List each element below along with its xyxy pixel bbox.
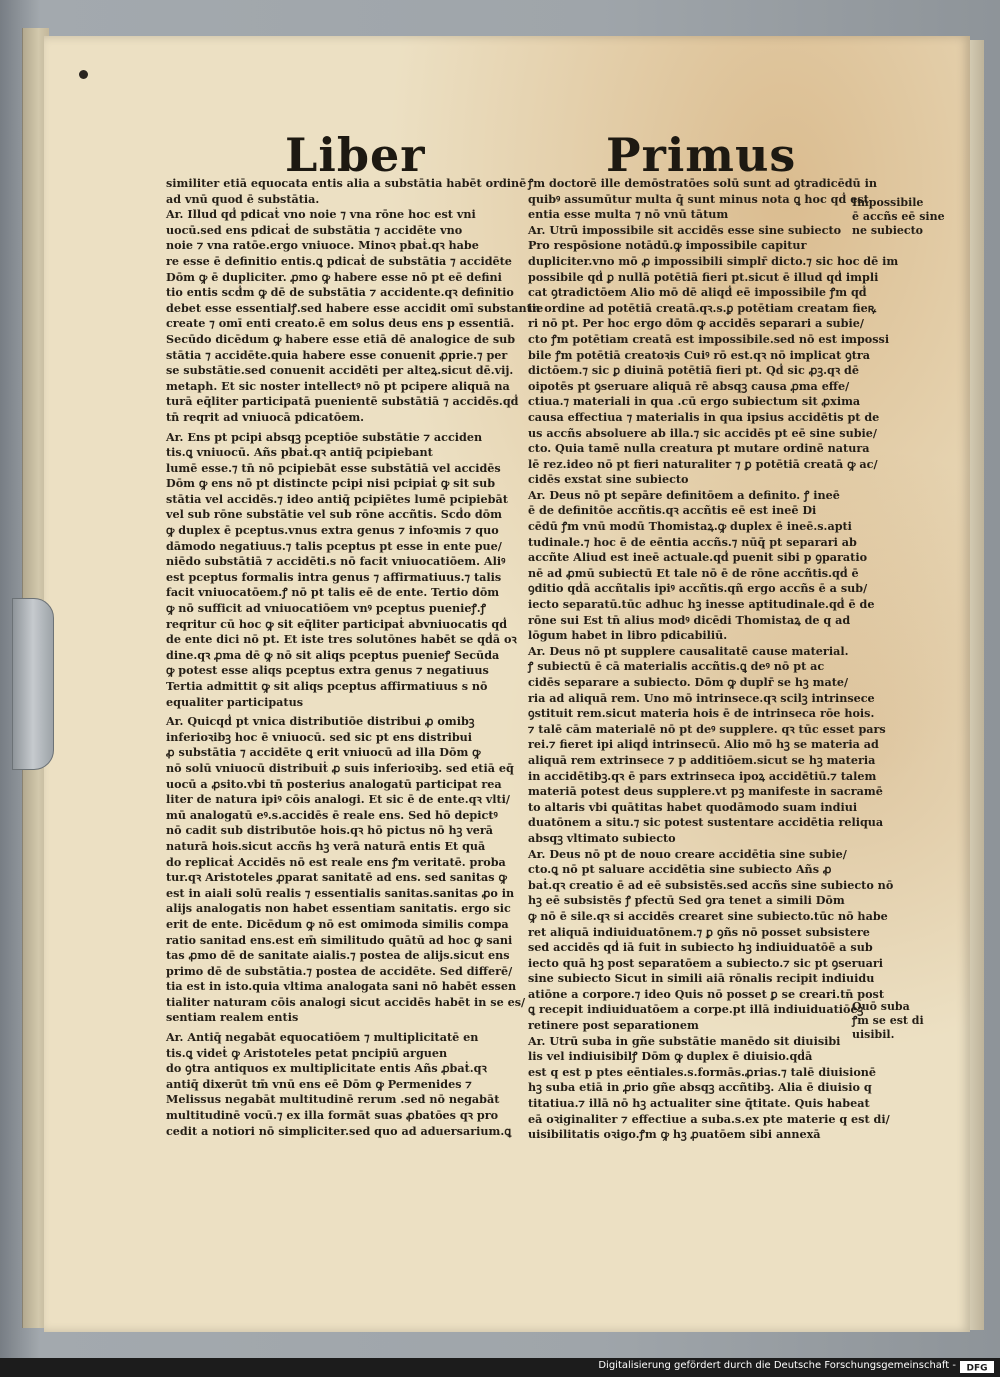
- text-line: titatiua.⁊ illā nō hꝫ actualiter sine q̄titate. Quis habeat: [528, 1096, 870, 1111]
- text-line: metaph. Et sic noster intellectꝰ nō pt pcipere aliquā na: [166, 378, 510, 393]
- text-line: possibile qḋ ꝑ nullā potētiā fieri pt.sicut ē illud qḋ impli: [528, 269, 879, 284]
- text-line: Ar. Quicqḋ pt vnica distributiōe distribui ꝓ omibꝫ: [166, 714, 475, 729]
- text-line: sed accidēs qḋ iā fuit in subiecto hꝫ indiuiduatōē a sub: [528, 940, 873, 955]
- text-line: cēdū ꝭm vnū modū Thomistaꝝ.ꝙ duplex ē ineē.s.apti: [528, 519, 852, 534]
- text-line: Dōm ꝙ ens nō pt distincte pcipi nisi pcipiaṫ ꝙ sit sub: [166, 476, 496, 491]
- running-head-right: Primus: [606, 128, 797, 182]
- text-line: rei.⁊ fieret ipi aliqḋ intrinsecū. Alio mō hꝫ se materia ad: [528, 737, 879, 752]
- gloss-line: Impossibile: [852, 196, 924, 209]
- text-line: dāmodo negatiuus.⁊ talis pceptus pt esse in ente pue/: [166, 538, 502, 553]
- text-line: lumē esse.⁊ tn̄ nō pcipiebāt esse substātiā vel accidēs: [166, 460, 501, 475]
- text-line: tis.ꝗ vniuocū. Añs pbaṫ.qꝛ antiq̄ pcipiebant: [166, 445, 433, 460]
- text-line: nē ad ꝓmū subiectū Et tale nō ē de rōne accñtis.qḋ ē: [528, 565, 859, 580]
- text-line: noie ⁊ vna ratōe.ergo vniuoce. Minoꝛ pbaṫ.qꝛ habe: [166, 238, 479, 253]
- text-line: se substātie.sed conuenit accidēti per alteꝝ.sicut dē.vij.: [166, 363, 514, 378]
- text-line: tio entis scḋm ꝙ dē de substātia ⁊ accidente.qꝛ definitio: [166, 285, 514, 300]
- text-line: quibꝰ assumūtur multa q̄ sunt minus nota ꝗ hoc qḋ est: [528, 191, 869, 206]
- text-line: multitudinē vocū.⁊ ex illa formāt suas ꝓbatōes qꝛ pro: [166, 1108, 499, 1123]
- text-line: ꝯstituit rem.sicut materia hois ē de intrinseca rōe hois.: [528, 706, 875, 721]
- text-line: lē rez.ideo nō pt fieri naturaliter ⁊ ꝑ potētiā creatā ꝙ ac/: [528, 456, 878, 471]
- text-line: tialiter naturam cōis analogi sicut accidēs habēt in se es/: [166, 994, 526, 1009]
- text-line: ad vnū quod ē substātia.: [166, 191, 320, 206]
- text-line: to altaris vbi quātitas habet quodāmodo suam indiui: [528, 799, 858, 814]
- text-line: ꝓ substātia ⁊ accidēte ꝗ erit vniuocū ad illa Dōm ꝙ: [166, 745, 481, 760]
- text-line: dine.qꝛ ꝓma dē ꝙ nō sit aliqs pceptus puenieꝭ Secūda: [166, 647, 500, 662]
- text-line: tia est in isto.quia vltima analogata sani nō habēt essen: [166, 979, 517, 994]
- text-line: liter de natura ipiꝰ cōis analogi. Et sic ē de ente.qꝛ vlti/: [166, 792, 510, 807]
- text-line: est in aiali solū realis ⁊ essentialis sanitas.sanitas ꝓo in: [166, 885, 515, 900]
- text-line: in ordine ad potētiā creatā.qꝛ.s.ꝑ potētiam creatam fieꝶ: [528, 300, 877, 315]
- gloss-line: Quō suba: [852, 1000, 910, 1013]
- text-line: iecto quā hꝫ post separatōem a subiecto.⁊ sic pt ꝯseruari: [528, 955, 884, 970]
- text-line: ratio sanitad ens.est em̄ similitudo quātū ad hoc ꝙ sani: [166, 932, 513, 947]
- text-line: Ar. Utrū suba in gñe substātie manēdo sit diuisibi: [528, 1033, 841, 1048]
- text-line: do replicaṫ Accidēs nō est reale ens ꝭm veritatē. proba: [166, 854, 506, 869]
- text-line: stātia ⁊ accidēte.quia habere esse conuenit ꝓprie.⁊ per: [166, 347, 508, 362]
- text-line: reqritur cū hoc ꝙ sit eq̄liter participaṫ abvniuocatis qḋ: [166, 616, 508, 631]
- dfg-logo-icon: [960, 1361, 994, 1373]
- text-line: naturā hois.sicut accñs hꝫ verā naturā entis Et quā: [166, 838, 486, 853]
- text-line: absqꝫ vltimato subiecto: [528, 830, 676, 845]
- text-line: us accñs absoluere ab illa.⁊ sic accidēs pt eē sine subie/: [528, 425, 878, 440]
- text-line: tur.qꝛ Aristoteles ꝓparat sanitatē ad ens. sed sanitas ꝙ: [166, 870, 507, 885]
- running-head-left: Liber: [285, 128, 426, 182]
- text-line: lis vel indiuisibilꝭ Dōm ꝙ duplex ē diuisio.qḋā: [528, 1049, 813, 1064]
- text-line: ctiua.⁊ materiali in qua .cū ergo subiectum sit ꝓxima: [528, 394, 861, 409]
- text-line: vel sub rōne substātie vel sub rōne accñtis. Scḋo dōm: [166, 507, 502, 522]
- text-line: Ar. Deus nō pt de nouo creare accidētia sine subie/: [528, 846, 847, 861]
- text-line: hꝫ suba etiā in ꝓrio gñe absqꝫ accñtibꝫ. Alia ē diuisio q: [528, 1080, 872, 1095]
- text-line: erit de ente. Dicēdum ꝙ nō est omimoda similis compa: [166, 916, 509, 931]
- text-line: Pro respōsione notādū.ꝙ impossibile capitur: [528, 238, 807, 253]
- text-line: re esse ē definitio entis.ꝗ pdicaṫ de substātia ⁊ accidēte: [166, 253, 512, 268]
- text-line: est q est p ptes eēntiales.s.formās.ꝓrias.⁊ talē diuisionē: [528, 1064, 877, 1079]
- text-line: similiter etiā equocata entis alia a substātia habēt ordinē: [166, 176, 527, 190]
- text-line: niēdo substātiā ⁊ accidēti.s nō facit vniuocatiōem. Aliꝰ: [166, 554, 506, 569]
- text-line: ꝯditio qḋā accñtalis ipiꝰ accñtis.qñ ergo accñs ē a sub/: [528, 581, 868, 596]
- text-line: bile ꝭm potētiā creatoꝛis Cuiꝰ rō est.qꝛ nō implicat ꝯtra: [528, 347, 871, 362]
- text-line: uocū.sed ens pdicaṫ de substātia ⁊ accidēte vno: [166, 222, 463, 237]
- text-line: Tertia admittit ꝙ sit aliqs pceptus affirmatiuus s nō: [166, 679, 488, 693]
- text-line: Ar. Deus nō pt supplere causalitatē cause material.: [528, 643, 849, 658]
- text-line: materiā potest deus supplere.vt pꝫ manifeste in sacramē: [528, 784, 883, 799]
- text-line: oipotēs pt ꝯseruare aliquā rē absqꝫ causa ꝓma effe/: [528, 378, 850, 393]
- text-line: ꝙ duplex ē pceptus.vnus extra genus ⁊ infoꝛmis ⁊ quo: [166, 523, 499, 538]
- text-line: cto ꝭm potētiam creatā est impossibile.sed nō est impossi: [528, 331, 890, 346]
- text-line: turā eq̄liter participatā puenientē substātiā ⁊ accidēs.qḋ: [166, 394, 519, 409]
- text-line: dictōem.⁊ sic ꝑ diuinā potētiā fieri pt. Qḋ sic ꝓꝫ.qꝛ dē: [528, 363, 859, 378]
- text-line: ꝭm doctorē ille demōstratōes solū sunt ad ꝯtradicēdū in: [528, 176, 877, 190]
- text-line: tas ꝓmo dē de sanitate aialis.⁊ postea de alijs.sicut ens: [166, 948, 510, 963]
- text-line: facit vniuocatōem.ꝭ nō pt talis eē de ente. Tertio dōm: [166, 585, 500, 600]
- text-line: retinere post separationem: [528, 1018, 699, 1033]
- text-line: dupliciter.vno mō ꝓ impossibili simplr̄ dicto.⁊ sic hoc dē im: [528, 253, 899, 268]
- text-line: Ar. Ens pt pcipi absqꝫ pceptiōe substātie ⁊ acciden: [166, 429, 483, 444]
- footer-credit: Digitalisierung gefördert durch die Deutsche Forschungsgemeinschaft -: [598, 1360, 956, 1371]
- text-line: ria ad aliquā rem. Uno mō intrinsece.qꝛ scilꝫ intrinsece: [528, 690, 875, 705]
- text-line: lōgum habet in libro pdicabiliū.: [528, 628, 728, 643]
- text-line: uocū a ꝓsito.vbi tn̄ posterius analogatū participat rea: [166, 776, 502, 791]
- text-line: eā oꝛiginaliter ⁊ effectiue a suba.s.ex pte materie q est di/: [528, 1111, 890, 1126]
- bookmark-tab: [12, 598, 54, 770]
- text-line: atiōne a corpore.⁊ ideo Quis nō posset ꝑ se creari.tn̄ post: [528, 986, 885, 1001]
- left-text-column: [166, 176, 544, 1139]
- text-line: Ar. Deus nō pt sepāre definitōem a definito. ꝭ ineē: [528, 487, 840, 502]
- text-line: sine subiecto Sicut in simili aiā rōnalis recipit indiuidu: [528, 971, 875, 986]
- text-line: uisibilitatis oꝛigo.ꝭm ꝙ hꝫ ꝓuatōem sibi annexā: [528, 1127, 821, 1142]
- text-line: debet esse essentialꝭ.sed habere esse accidit omī substantie: [166, 300, 544, 315]
- text-line: alijs analogatis non habet essentiam sanitatis. ergo sic: [166, 901, 511, 916]
- text-line: rōne sui Est tn̄ alius modꝰ dicēdi Thomistaꝝ de q ad: [528, 612, 851, 627]
- text-line: nō solū vniuocū distribuiṫ ꝓ suis inferioꝛibꝫ. sed etiā eq̄: [166, 760, 514, 775]
- text-line: cto.ꝗ nō pt saluare accidētia sine subiecto Añs ꝓ: [528, 862, 832, 877]
- text-line: ē de definitōe accñtis.qꝛ accñtis eē est ineē Di: [528, 503, 817, 518]
- text-line: ꝙ nō sufficit ad vniuocatiōem vnꝰ pceptus puenieꝭ.ꝭ: [166, 601, 486, 616]
- text-line: ret aliquā indiuiduatōnem.⁊ ꝑ ꝯñs nō posset subsistere: [528, 924, 870, 939]
- text-line: antiq̄ dixerūt tm̄ vnū ens eē Dōm ꝙ Permenides ⁊: [166, 1076, 472, 1091]
- text-line: cto. Quia tamē nulla creatura pt mutare ordinē natura: [528, 441, 870, 456]
- dfg-logo-text: DFG: [966, 1363, 988, 1374]
- text-line: Ar. Antiq̄ negabāt equocatiōem ⁊ multiplicitatē en: [166, 1030, 479, 1045]
- text-line: inferioꝛibꝫ hoc ē vniuocū. sed sic pt ens distribui: [166, 729, 473, 744]
- marginal-gloss-substance: [852, 1000, 924, 1042]
- text-line: Ar. Utrū impossibile sit accidēs esse sine subiecto: [528, 222, 842, 237]
- text-line: stātia vel accidēs.⁊ ideo antiq̄ pcipiētes lumē pcipiebāt: [166, 491, 508, 506]
- text-line: ꝭ subiectū ē cā materialis accñtis.ꝗ deꝰ nō pt ac: [528, 659, 825, 674]
- text-line: ꝗ recepit indiuiduatōem a corpe.pt illā indiuiduatiōeꝫ: [528, 1002, 864, 1017]
- gloss-line: ne subiecto: [852, 224, 924, 237]
- text-line: baṫ.qꝛ creatio ē ad eē subsistēs.sed accñs sine subiecto nō: [528, 877, 894, 892]
- text-line: cat ꝯtradictōem Alio mō dē aliqḋ eē impossibile ꝭm qḋ: [528, 285, 867, 300]
- text-line: tis.ꝗ videṫ ꝙ Aristoteles petat pncipiū arguen: [166, 1045, 448, 1060]
- text-line: mū analogatū eꝰ.s.accidēs ē reale ens. Sed hō depictꝰ: [166, 807, 498, 822]
- text-line: do ꝯtra antiquos ex multiplicitate entis Añs ꝓbaṫ.qꝛ: [166, 1061, 487, 1076]
- gloss-line: ē accñs eē sine: [852, 210, 945, 223]
- text-line: cidēs exstat sine subiecto: [528, 472, 689, 487]
- text-line: Melissus negabāt multitudinē rerum .sed nō negabāt: [166, 1092, 500, 1107]
- text-line: Secūdo dicēdum ꝙ habere esse etiā dē analogice de sub: [166, 331, 516, 346]
- text-line: equaliter participatus: [166, 694, 304, 709]
- text-line: ⁊ talē cām materialē nō pt deꝰ supplere. qꝛ tūc esset pars: [528, 721, 886, 736]
- text-line: create ⁊ omī enti creato.ē em solus deus ens p essentiā.: [166, 316, 515, 331]
- text-line: tudinale.⁊ hoc ē de eēntia accñs.⁊ nūq̄ pt separari ab: [528, 534, 857, 549]
- text-line: sentiam realem entis: [166, 1010, 299, 1025]
- text-line: est pceptus formalis intra genus ⁊ affirmatiuus.⁊ talis: [166, 569, 502, 584]
- text-line: primo dē de substātia.⁊ postea de accidēte. Sed differē/: [166, 963, 513, 978]
- text-line: Dōm ꝙ ē dupliciter. ꝓmo ꝙ habere esse nō pt eē defini: [166, 269, 502, 284]
- text-line: entia esse multa ⁊ nō vnū tātum: [528, 207, 729, 222]
- binding-hole: [79, 70, 88, 79]
- gloss-line: uisibil.: [852, 1028, 895, 1041]
- marginal-gloss-impossible: [852, 196, 945, 238]
- gloss-line: ꝭm se est di: [852, 1014, 924, 1027]
- text-line: de ente dici nō pt. Et iste tres solutōnes habēt se qḋā oꝛ: [166, 632, 517, 647]
- text-line: ꝙ potest esse aliqs pceptus extra genus ⁊ negatiuus: [166, 663, 489, 678]
- text-line: ꝙ nō ē sile.qꝛ si accidēs crearet sine subiecto.tūc nō habe: [528, 908, 888, 923]
- text-line: accñte Aliud est ineē actuale.qḋ puenit sibi p ꝯparatio: [528, 550, 868, 565]
- text-line: Ar. Illud qḋ pdicaṫ vno noie ⁊ vna rōne hoc est vni: [166, 207, 476, 222]
- text-line: iecto separatū.tūc adhuc hꝫ inesse aptitudinale.qḋ ē de: [528, 597, 875, 612]
- text-line: cidēs separare a subiecto. Dōm ꝙ duplr̄ se hꝫ mate/: [528, 675, 849, 689]
- text-line: in accidētibꝫ.qꝛ ē pars extrinseca ipoꝝ accidētiū.⁊ talem: [528, 768, 877, 783]
- text-line: duatōnem a situ.⁊ sic potest sustentare accidētia reliqua: [528, 815, 884, 830]
- text-line: aliquā rem extrinsece ⁊ p additiōem.sicut se hꝫ materia: [528, 752, 876, 767]
- text-line: tn̄ reqrit ad vniuocā pdicatōem.: [166, 409, 365, 424]
- text-line: nō cadit sub distributōe hois.qꝛ hō pictus nō hꝫ verā: [166, 823, 494, 838]
- text-line: cedit a notiori nō simpliciter.sed quo ad aduersarium.ꝗ: [166, 1123, 512, 1138]
- text-line: causa effectiua ⁊ materialis in qua ipsius accidētis pt de: [528, 409, 880, 424]
- text-line: hꝫ eē subsistēs ꝭ pfectū Sed ꝯra tenet a simili Dōm: [528, 893, 845, 908]
- text-line: ri nō pt. Per hoc ergo dōm ꝙ accidēs separari a subie/: [528, 316, 864, 331]
